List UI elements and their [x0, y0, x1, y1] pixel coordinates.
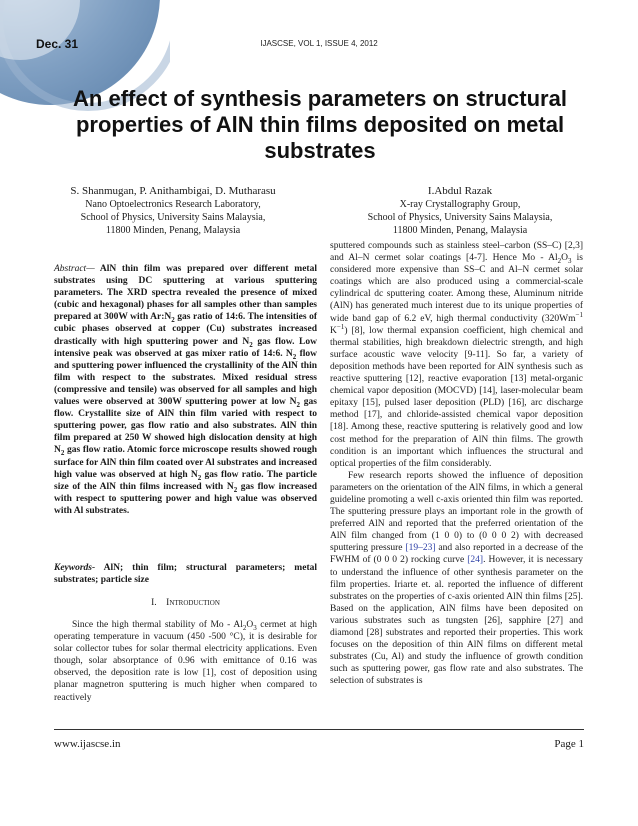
authors-left: [58, 185, 288, 237]
introduction-text: [54, 619, 317, 704]
intro-paragraph: Since the high thermal stability of Mo - $Al_2O_3$ cermet at high operating temperature in vacuum (450 -500 °C), it is desirable for solar collector tubes for solar thermal electricity applications. Even though, solar absorptance of 0.96 with emittance of 0.16 was observed, the deposition rate is low [1], cost of deposition using planar magnetron sputtering is much higher when compared to reactively: [54, 620, 317, 703]
footer-divider: [54, 729, 584, 730]
author-address: 11800 Minden, Penang, Malaysia: [392, 225, 528, 236]
right-column-text: [330, 240, 583, 687]
journal-header: IJASCSE, VOL 1, ISSUE 4, 2012: [260, 39, 378, 48]
authors-right: [340, 185, 580, 237]
author-school: School of Physics, University Sains Malaysia,: [367, 212, 553, 223]
footer-url[interactable]: www.ijascse.in: [54, 738, 121, 750]
paper-title: An effect of synthesis parameters on structural properties of AlN thin films deposited on metal substrates: [73, 86, 567, 163]
abstract-label: Abstract—: [54, 264, 95, 274]
author-names: S. Shanmugan, P. Anithambigai, D. Mutharasu: [70, 185, 276, 197]
footer-page-number: Page 1: [554, 738, 584, 750]
author-address: 11800 Minden, Penang, Malaysia: [105, 225, 241, 236]
reference-link-24[interactable]: [24]: [467, 555, 484, 566]
keywords-label: Keywords-: [54, 563, 96, 573]
author-lab: Nano Optoelectronics Research Laboratory,: [85, 199, 261, 210]
author-names: I.Abdul Razak: [427, 185, 493, 197]
keywords: Keywords- AlN; thin film; structural parameters; metal substrates; particle size: [54, 563, 317, 586]
section-heading: I. Introduction: [151, 598, 220, 608]
right-paragraph-1: sputtered compounds such as stainless steel–carbon (SS–C) [2,3] and Al–N cermet solar coatings [4-7]. Hence Mo - $Al_2O_3$ is considered more expensive than SS–C and Al–N cermet solar coatings which are also produced using a commercial-scale cylindrical dc sputtering coater. Among these, Aluminum nitride (AlN) has generated much interest due to its unique properties of wide band gap of 6.2 eV, high thermal conductivity ($320Wm^{-1}$ $K^{-1}$) [8], low thermal expansion coefficient, high chemical and thermal stabilities, high breakdown dielectric strength, and high surface acoustic wave velocity [9-11]. So far, a variety of deposition methods have been reported for AlN synthesis such as reactive sputtering [12], reactive evaporation [13] metal-organic chemical vapor deposition (MOCVD) [14], laser-molecular beam epitaxy [15], pulsed laser deposition (PLD) [16], arc discharge method [17], and chloride-assisted chemical vapor deposition [18]. Among these, reactive sputtering is relatively good and low cost method for the preparation of AlN thin films. The growth condition is an important which influences the structural and optical properties of the film considerably.: [330, 241, 584, 469]
right-paragraph-2: Few research reports showed the influence of deposition parameters on the orientation of the AlN films, in which a general guideline promoting a well c-axis oriented thin film was reported. The sputtering pressure plays an important role in the growth of preferred AlN and reported that the preferred orientation of the AlN film changed from (1 0 0) to (0 0 0 2) with decreased sputtering pressure [19–23] and also reported in a decrease of the FWHM of (0 0 0 2) rocking curve [24]. However, it is necessary to understand the influence of other synthesis parameter on the film properties. Iriarte et. al. reported the influence of different substrates on the properties of c-axis oriented AlN thin films [25]. Based on the application, AlN films have been deposited on various substrates such as tungsten [26], sapphire [27] and diamond [28] substrates and reported their properties. This work focuses on the deposition of thin AlN films on different metal substrates (Cu, Al) and study the influence of growth condition such as sputtering power, gas flow rate and also substrates. The selection of substrates is: [330, 470, 583, 687]
author-lab: X-ray Crystallography Group,: [399, 199, 521, 210]
issue-date: Dec. 31: [36, 37, 79, 51]
reference-link-19-23[interactable]: [19–23]: [405, 543, 436, 554]
author-school: School of Physics, University Sains Malaysia,: [80, 212, 266, 223]
abstract: Abstract— AlN thin film was prepared over different metal substrates using DC sputtering at various sputtering parameters. The XRD spectra revealed the presence of mixed (cubic and hexagonal) phases for all samples other than samples prepared at 300W with $Ar:N_2$ gas ratio of 14:6. The intensities of cubic phases observed at copper (Cu) substrates increased drastically with high sputtering power and $N_2$ gas flow. Low intensive peak was observed at gas mixer ratio of 14:6. $N_2$ flow and sputtering power influenced the crystallinity of the AlN thin film with respect to the substrates. Mixed residual stress (compressive and tensile) was observed for all samples and high values were observed at 300W sputtering power at low $N_2$ gas flow. Crystallite size of AlN thin film varied with respect to sputtering power, gas flow ratio and also substrates. AlN thin film prepared at 250 W showed high dislocation density at high $N_2$ gas flow ratio. Atomic force microscope results showed rough surface for AlN thin film coated over Al substrates and increased high value was observed at high $N_2$ gas flow ratio. The particle size of the AlN thin films increased with $N_2$ gas flow increased with respect to sputtering power and high value was observed with Al substrates.: [54, 264, 318, 516]
